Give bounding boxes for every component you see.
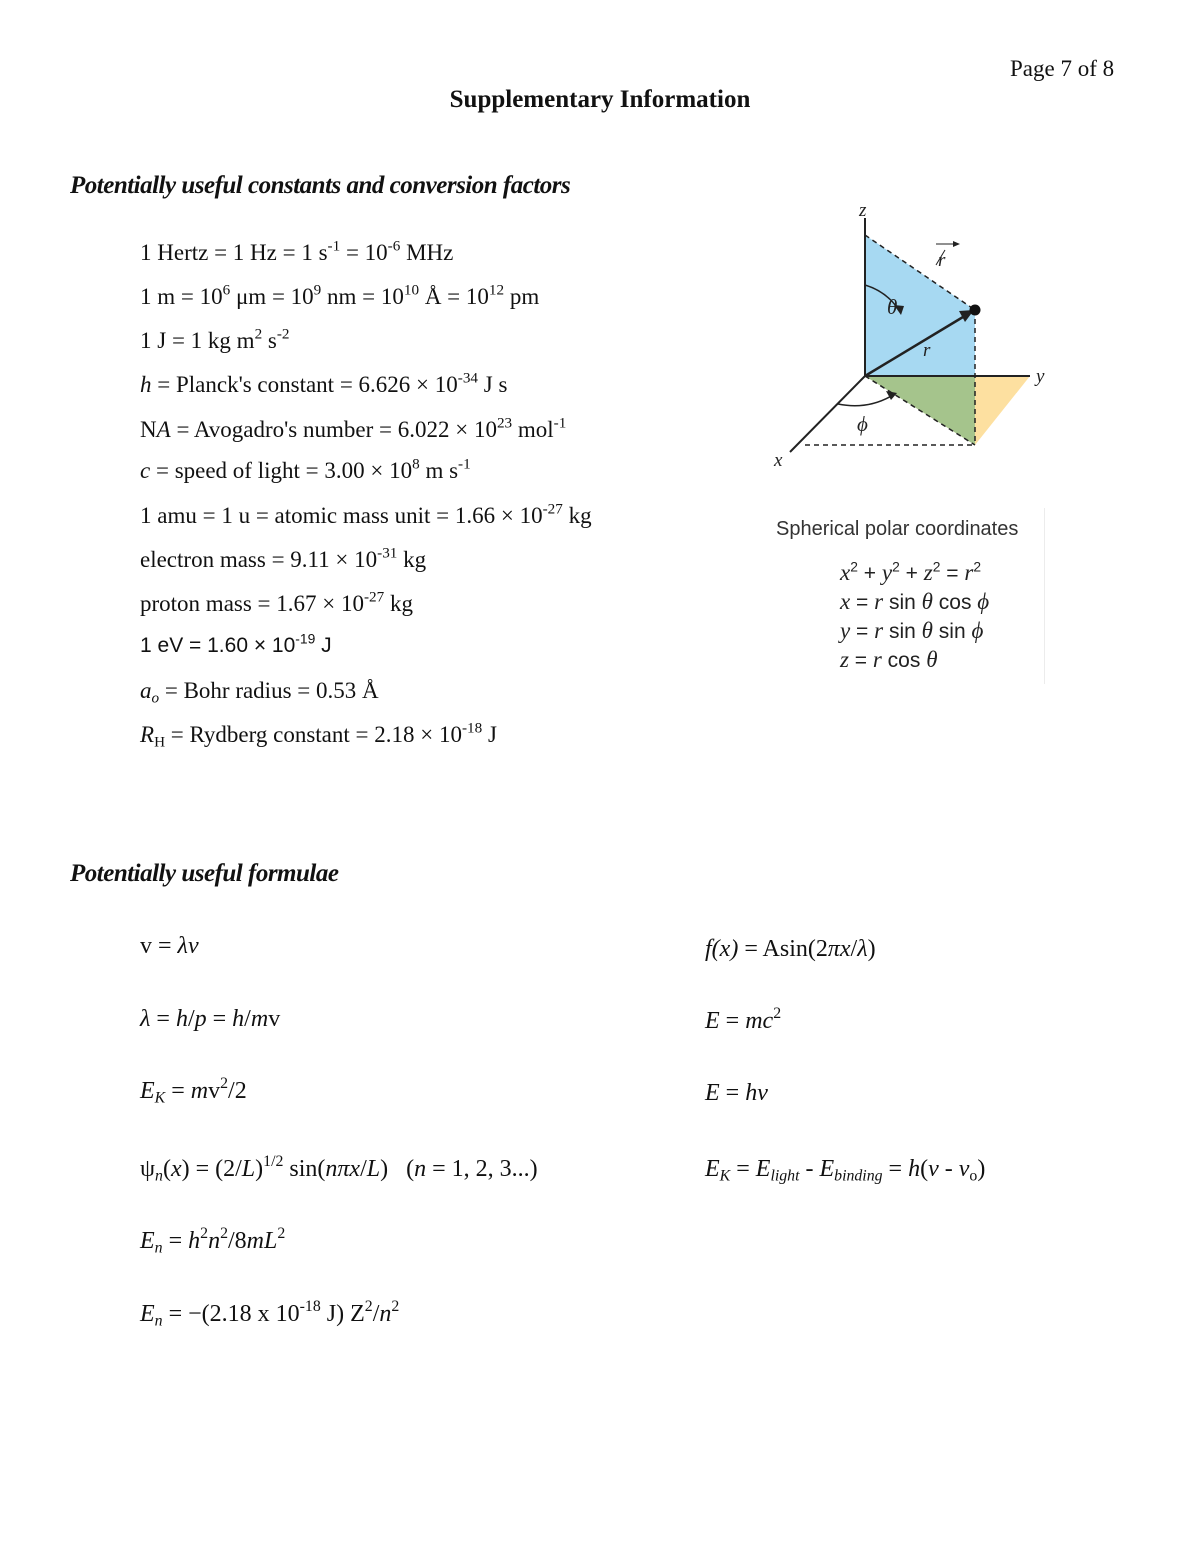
formula-photoelectric: $E_K = E_{light} - E_{binding} = h(\nu - \nu_o)$ [705, 1156, 986, 1185]
formula-de-broglie: λ = h/p = h/mv [140, 1006, 281, 1032]
coord-equation-z: z = r cos θ [840, 647, 938, 672]
page-title: Supplementary Information [449, 86, 751, 113]
point-marker [970, 305, 981, 316]
r-vector-label: r [938, 250, 946, 271]
constant-hertz: 1 Hertz = 1 Hz = 1 $s^{-1} = 10^{-6}$ MHz [140, 237, 454, 265]
spherical-coordinates-diagram [760, 190, 1060, 480]
formula-photon-energy: E = hν [705, 1080, 768, 1106]
constant-speed-of-light: c = speed of light = $3.00 \times 10^8$ m $s^{-1}$ [140, 455, 471, 483]
constant-electron-volt: 1 eV = $1.60 \times 10^{-19}$ J [140, 630, 332, 657]
constant-bohr-radius: $a_o$ = Bohr radius = 0.53 Å [140, 678, 379, 707]
constant-planck: h = Planck's constant = $6.626 \times 10^{-34}$ J s [140, 369, 508, 397]
x-axis [790, 376, 865, 452]
formula-kinetic-energy: $E_K = mv^2/2$ [140, 1075, 247, 1107]
formula-sine-wave: f(x) = Asin(2πx/λ) [705, 936, 876, 962]
constant-rydberg: $R_H$ = Rydberg constant = $2.18 \times 10^{-18}$ J [140, 719, 497, 751]
formula-wave-speed: v = λν [140, 933, 199, 959]
coord-equation-x: x = r sin θ cos ϕ [840, 589, 990, 614]
z-axis-label: z [859, 200, 867, 221]
theta-label: θ [887, 295, 898, 319]
constant-avogadro: NA = Avogadro's number = $6.022 \times 10^{23}$ mol$^{-1}$ [140, 414, 567, 442]
phi-arc [838, 395, 893, 406]
r-label: r [923, 340, 931, 361]
constant-amu: 1 amu = 1 u = atomic mass unit = $1.66 \times 10^{-27}$ kg [140, 500, 592, 528]
spherical-coordinates-caption: Spherical polar coordinates [776, 518, 1019, 540]
constants-heading: Potentially useful constants and conversion factors [70, 172, 571, 199]
constant-joule: 1 J = 1 kg $m^2$ $s^{-2}$ [140, 325, 290, 353]
page-number: Page 7 of 8 [1010, 56, 1115, 81]
coord-equation-radius: $x^2 + y^2 + z^2 = r^2$ [840, 558, 982, 585]
phi-label: ϕ [857, 412, 868, 436]
y-axis-label: y [1036, 366, 1045, 387]
formula-hydrogen-energy: $E_n = -(2.18$ x $10^{-18}$ J) $Z^2/n^2$ [140, 1298, 400, 1330]
caption-divider [1044, 508, 1045, 684]
coord-equation-y: y = r sin θ sin ϕ [840, 618, 984, 643]
formulae-heading: Potentially useful formulae [70, 860, 339, 887]
formula-mass-energy: $E = mc^2$ [705, 1005, 782, 1034]
constant-meter: 1 $m = 10^6$ $\mu m = 10^9$ nm = $10^{10}$ Å = $10^{12}$ pm [140, 281, 540, 309]
constant-electron-mass: electron mass = $9.11 \times 10^{-31}$ kg [140, 544, 427, 572]
x-axis-label: x [774, 450, 783, 471]
formula-particle-in-box-wavefunction: $\psi_n(x) = (2/L)^{1/2}$ sin(nπx/L) (n = 1, 2, 3...) [140, 1153, 538, 1185]
constant-proton-mass: proton mass = $1.67 \times 10^{-27}$ kg [140, 588, 413, 616]
formula-particle-in-box-energy: $E_n = h^2n^2/8mL^2$ [140, 1225, 286, 1257]
